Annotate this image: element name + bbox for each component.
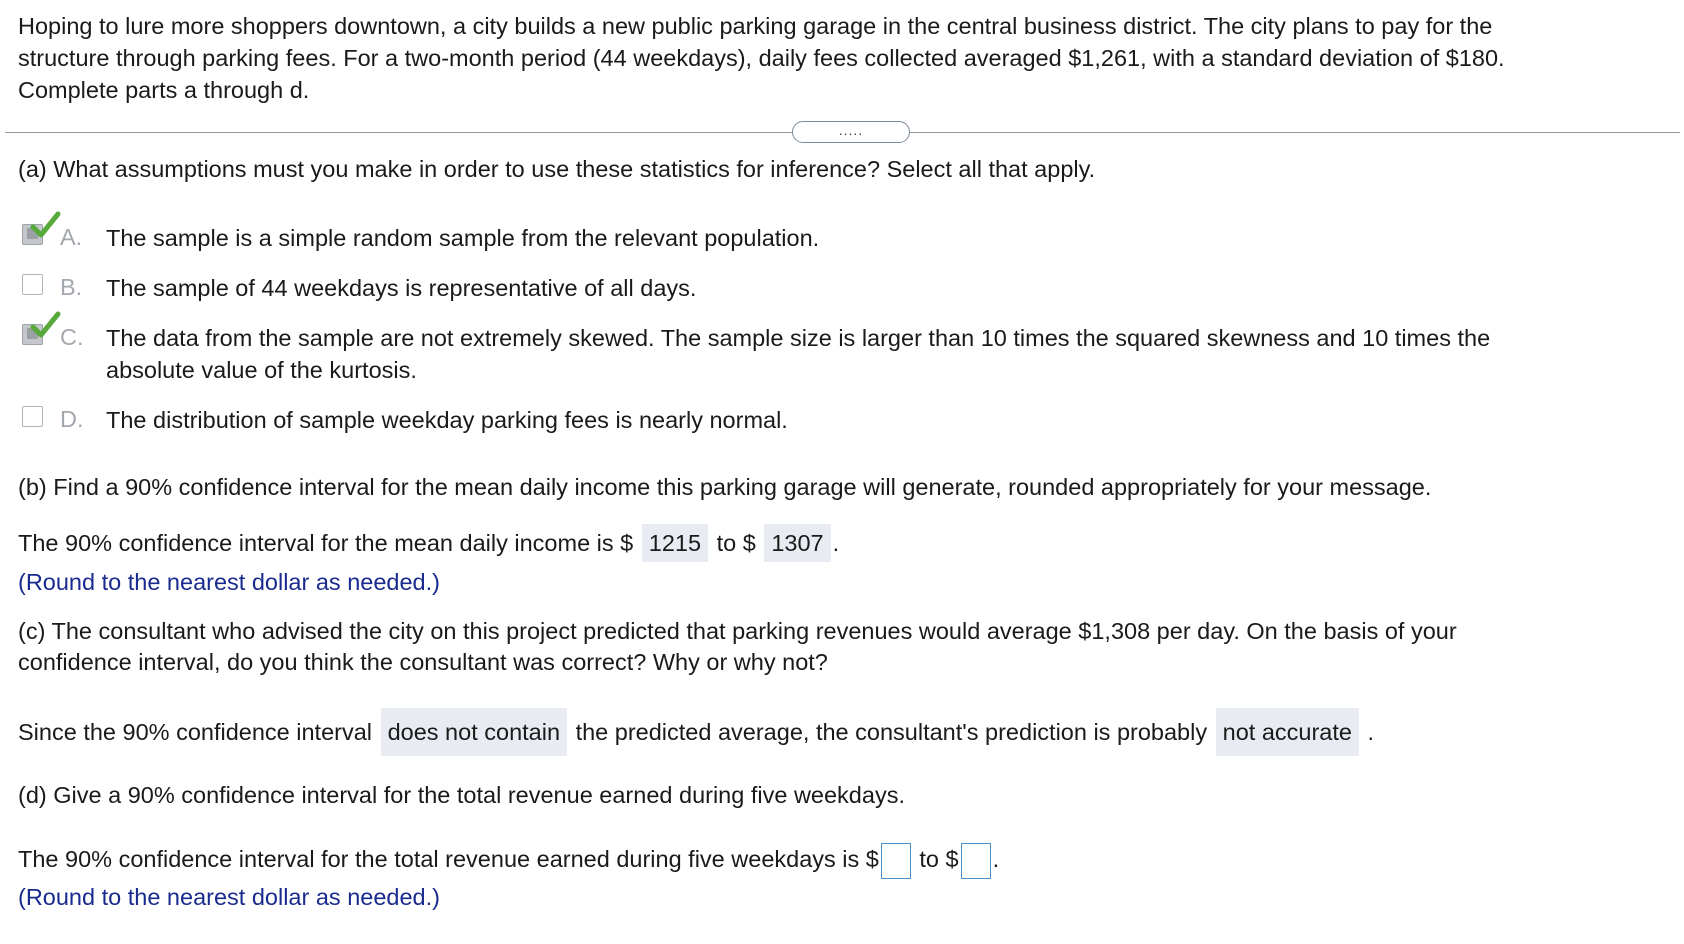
option-text: The sample is a simple random sample from the relevant population. (106, 225, 820, 251)
part-b-question: (b) Find a 90% confidence interval for the mean daily income this parking garage will generate, rounded appropriately for your message. (18, 474, 1432, 500)
checkmark-icon (28, 210, 62, 240)
lower-total-input[interactable] (881, 843, 911, 879)
option-letter: B. (60, 274, 83, 300)
problem-line-2: structure through parking fees. For a two-month period (44 weekdays), daily fees collected averaged $1,261, with a standard deviation of $180. (18, 45, 1505, 71)
option-letter: A. (60, 224, 83, 250)
checkbox-b[interactable] (22, 274, 43, 295)
answer-prefix: Since the 90% confidence interval (18, 719, 373, 745)
upper-total-input[interactable] (961, 843, 991, 879)
answer-mid: to $ (919, 846, 959, 872)
rounding-note: (Round to the nearest dollar as needed.) (18, 884, 440, 910)
part-a-question: (a) What assumptions must you make in order to use these statistics for inference? Select all that apply. (18, 156, 1096, 182)
expand-button[interactable]: ..... (792, 121, 910, 143)
option-letter: D. (60, 406, 84, 432)
option-text: The distribution of sample weekday parking fees is nearly normal. (106, 407, 788, 433)
contain-dropdown[interactable]: does not contain (381, 708, 567, 756)
part-d-question: (d) Give a 90% confidence interval for the total revenue earned during five weekdays. (18, 782, 905, 808)
problem-statement (18, 10, 1678, 106)
part-d-answer (18, 840, 999, 879)
option-text: The data from the sample are not extremely skewed. The sample size is larger than 10 times the squared skewness and 10 times the (106, 325, 1491, 351)
answer-suffix: . (1367, 719, 1375, 745)
answer-prefix: The 90% confidence interval for the mean daily income is $ (18, 530, 634, 556)
lower-bound-input[interactable]: 1215 (642, 524, 708, 562)
part-c-question-line-1: (c) The consultant who advised the city on this project predicted that parking revenues would average $1,308 per day. On the basis of your (18, 618, 1457, 644)
checkmark-icon (28, 310, 62, 340)
answer-suffix: . (992, 846, 1000, 872)
answer-mid: to $ (716, 530, 756, 556)
answer-mid: the predicted average, the consultant's prediction is probably (575, 719, 1208, 745)
checkbox-d[interactable] (22, 406, 43, 427)
part-c-question-line-2: confidence interval, do you think the consultant was correct? Why or why not? (18, 649, 828, 675)
problem-line-3: Complete parts a through d. (18, 77, 310, 103)
part-b-answer (18, 524, 839, 562)
accuracy-dropdown[interactable]: not accurate (1216, 708, 1359, 756)
problem-line-1: Hoping to lure more shoppers downtown, a city builds a new public parking garage in the central business district. The city plans to pay for the (18, 13, 1493, 39)
option-text-continued: absolute value of the kurtosis. (106, 357, 417, 383)
option-letter: C. (60, 324, 84, 350)
rounding-note: (Round to the nearest dollar as needed.) (18, 569, 440, 595)
option-text: The sample of 44 weekdays is representative of all days. (106, 275, 697, 301)
answer-prefix: The 90% confidence interval for the total revenue earned during five weekdays is $ (18, 846, 879, 872)
upper-bound-input[interactable]: 1307 (764, 524, 830, 562)
answer-suffix: . (832, 530, 840, 556)
part-c-answer (18, 708, 1374, 756)
